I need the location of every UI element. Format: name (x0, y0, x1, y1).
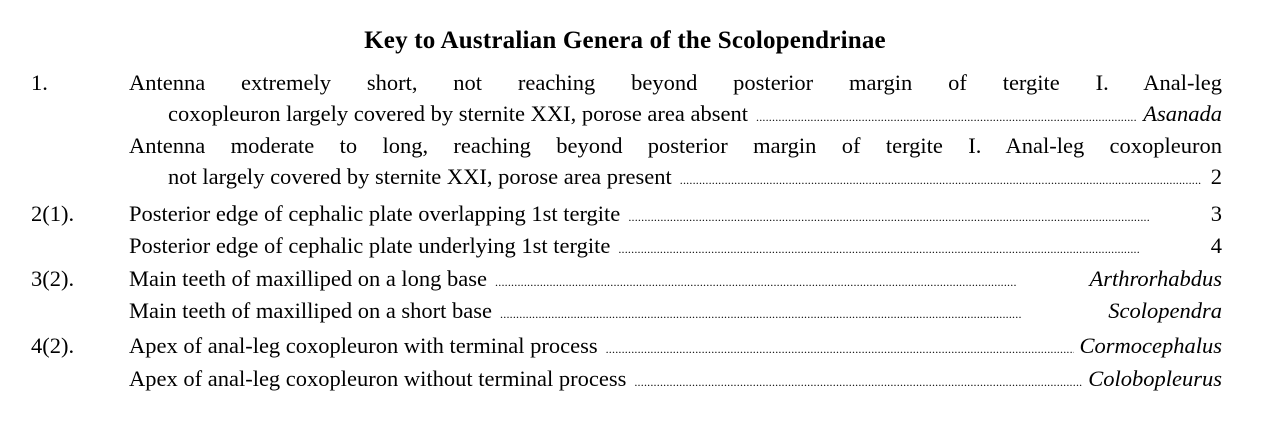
dot-leader (618, 231, 1204, 264)
dot-leader (500, 296, 1102, 329)
lead-text: Posterior edge of cephalic plate underlying 1st tergite (129, 233, 611, 258)
genus-result: Arthrorhabdus (1089, 266, 1222, 291)
dot-leader (628, 199, 1204, 232)
genus-result: Asanada (1143, 101, 1222, 126)
dot-leader (680, 162, 1205, 195)
couplet-alt-continuation (168, 162, 1222, 192)
couplet-alt (129, 364, 1222, 394)
genus-result: Colobopleurus (1088, 366, 1222, 391)
couplet-reference: 4 (1210, 233, 1222, 258)
lead-text: Apex of anal-leg coxopleuron with terminal process (129, 333, 598, 358)
couplet-lead (129, 264, 1222, 294)
couplet-reference: 3 (1210, 201, 1222, 226)
couplet-reference: 2 (1210, 164, 1222, 189)
lead-text: Main teeth of maxilliped on a short base (129, 298, 493, 323)
lead-text: coxopleuron largely covered by sternite XXI, porose area absent (168, 101, 748, 126)
dot-leader (634, 364, 1082, 397)
couplet-number: 3(2). (31, 266, 75, 291)
genus-result: Cormocephalus (1079, 333, 1222, 358)
lead-text: Main teeth of maxilliped on a long base (129, 266, 488, 291)
couplet-number: 1. (31, 70, 48, 95)
dot-leader (756, 99, 1137, 132)
dot-leader (606, 331, 1074, 364)
key-title: Key to Australian Genera of the Scolopendrinae (364, 27, 886, 54)
couplet-alt (129, 231, 1222, 261)
couplet-number: 2(1). (31, 201, 75, 226)
couplet-lead-text: Antenna extremely short, not reaching beyond posterior margin of tergite I. Anal-leg (129, 70, 1222, 95)
couplet-alt (129, 296, 1222, 326)
lead-text: Apex of anal-leg coxopleuron without terminal process (129, 366, 627, 391)
couplet-alt-text: Antenna moderate to long, reaching beyond posterior margin of tergite I. Anal-leg coxopleuron (129, 133, 1222, 158)
couplet-lead (129, 331, 1222, 361)
genus-result: Scolopendra (1108, 298, 1222, 323)
lead-text: Posterior edge of cephalic plate overlapping 1st tergite (129, 201, 621, 226)
lead-text: not largely covered by sternite XXI, porose area present (168, 164, 672, 189)
dot-leader (495, 264, 1083, 297)
couplet-lead (129, 199, 1222, 229)
couplet-lead-continuation (168, 99, 1222, 129)
couplet-number: 4(2). (31, 333, 75, 358)
